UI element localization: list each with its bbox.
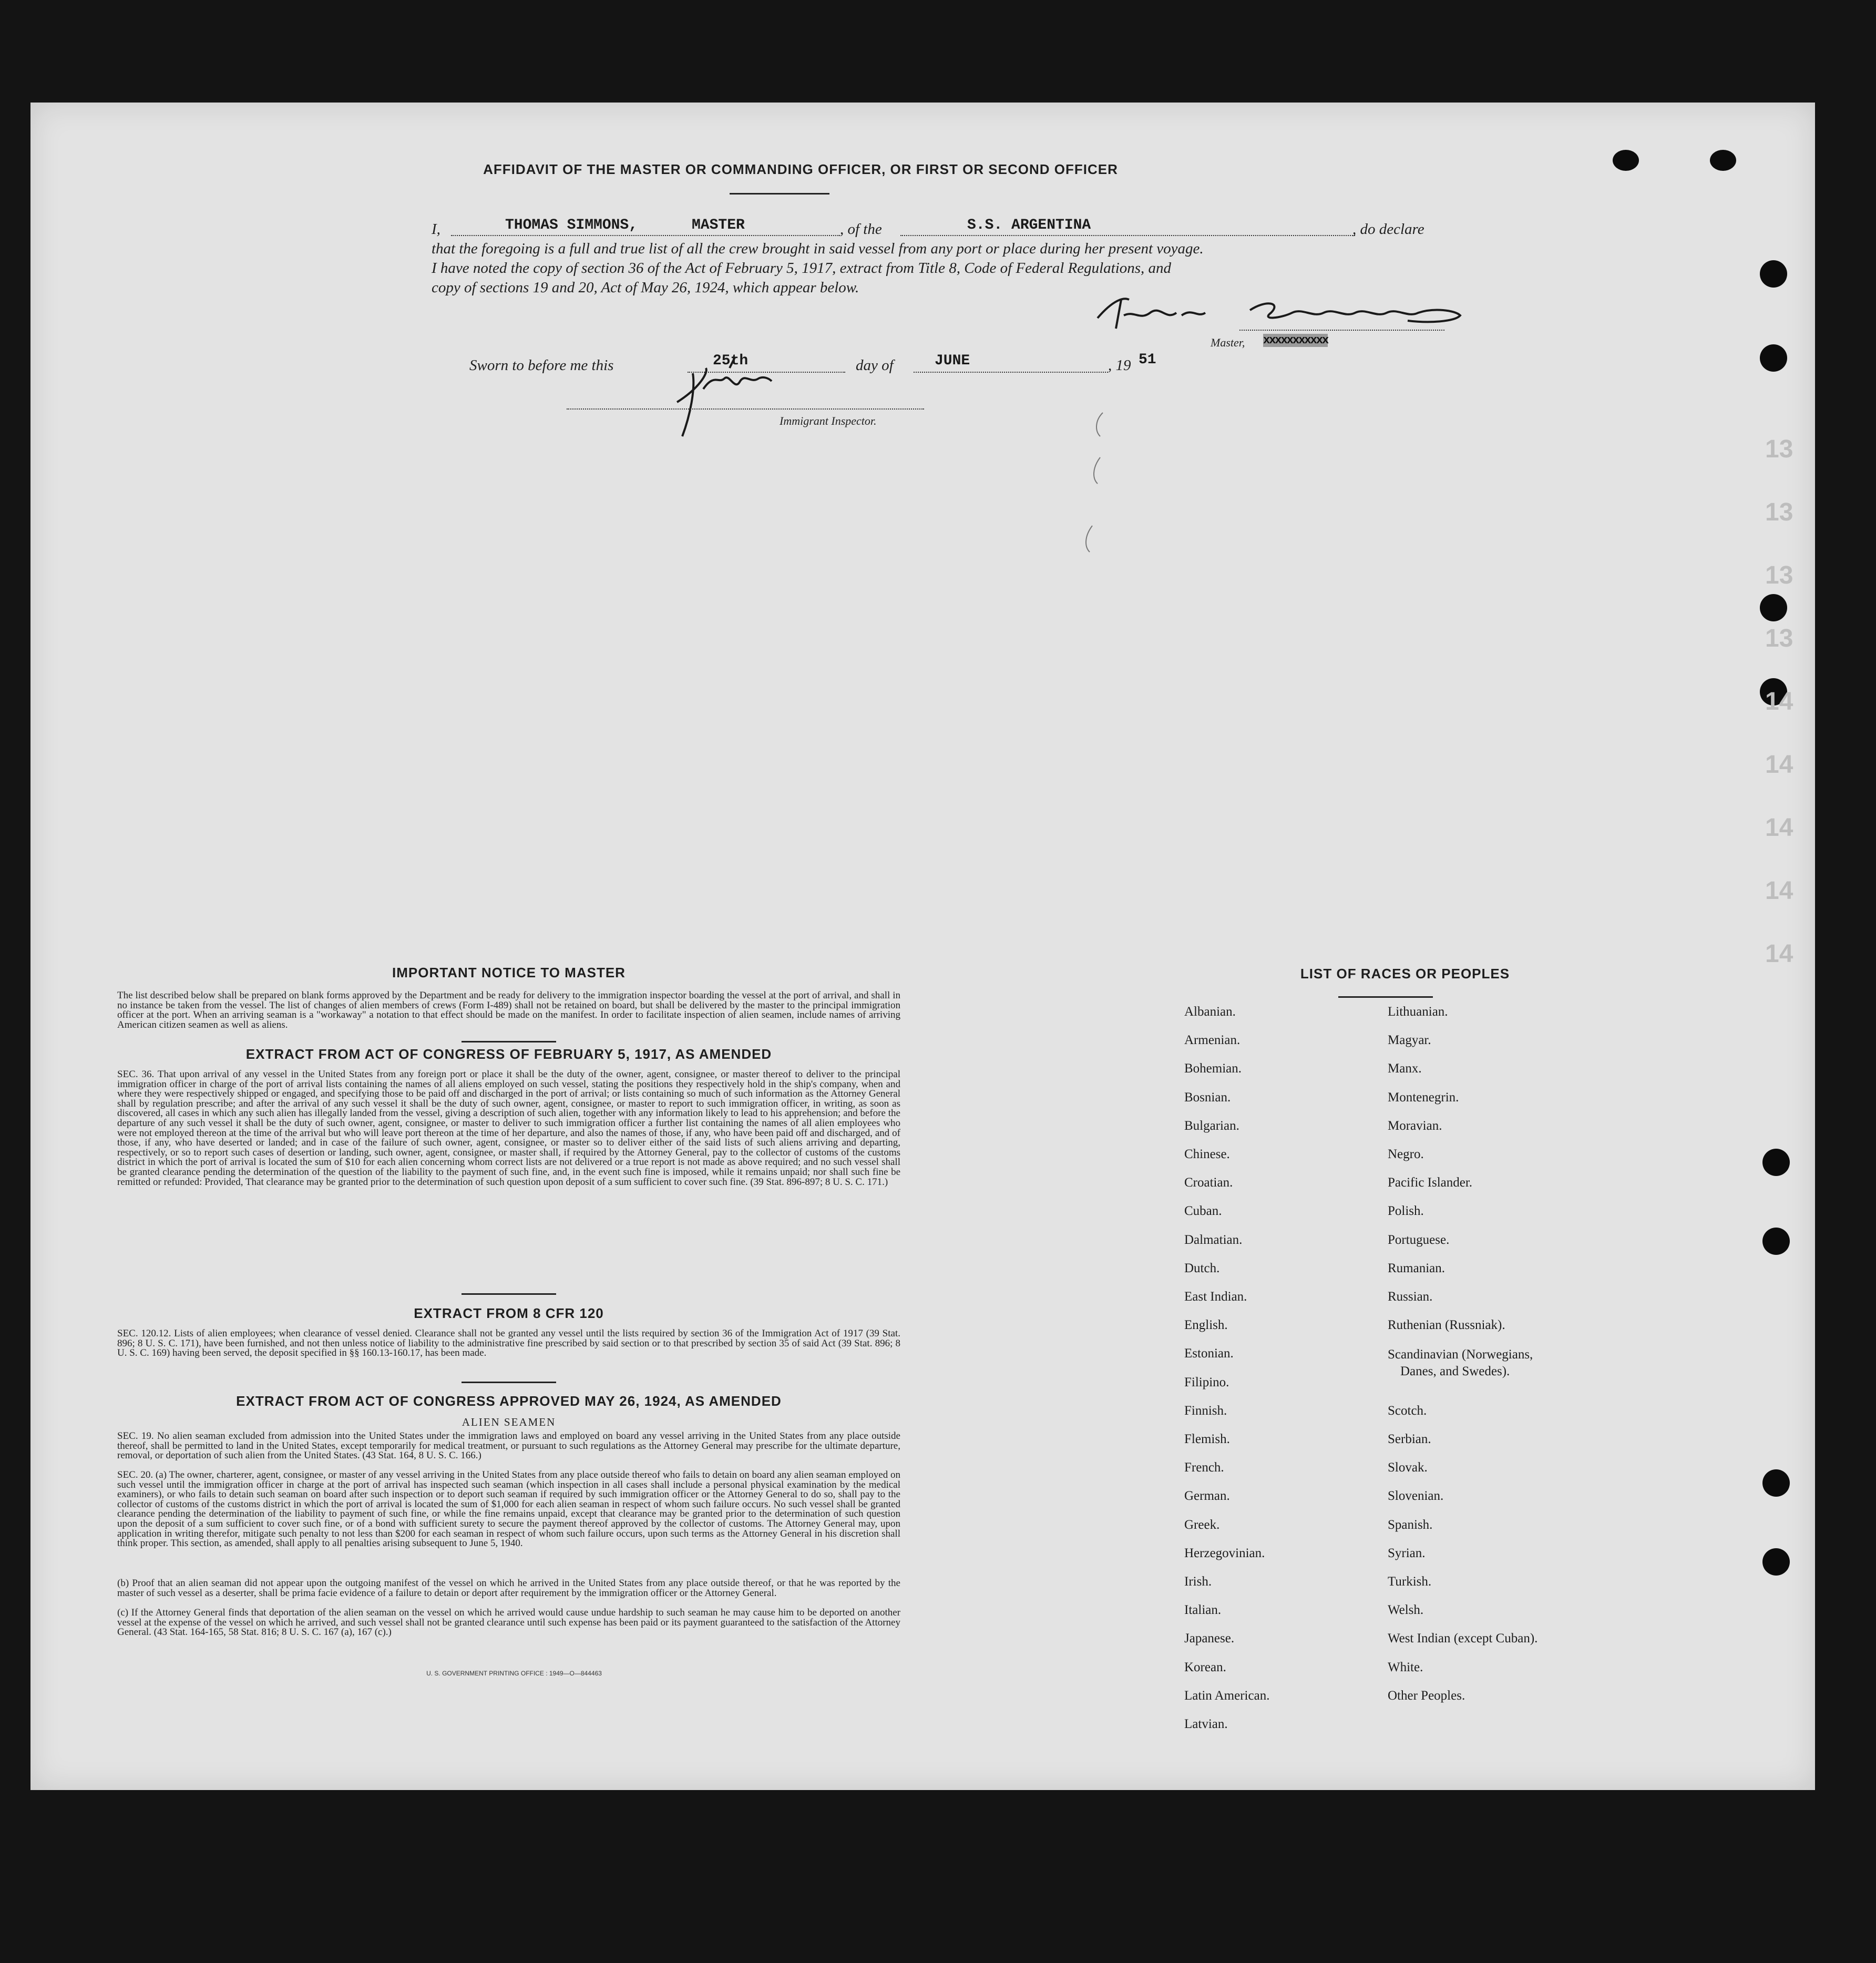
race-item: Croatian. xyxy=(1184,1175,1233,1190)
punch-hole xyxy=(1760,260,1787,288)
month-line xyxy=(914,372,1108,373)
day-of-label: day of xyxy=(856,357,894,374)
do-declare-label: , do declare xyxy=(1352,221,1424,238)
inspector-signature-line xyxy=(567,408,924,410)
alien-seamen-subtitle: ALIEN SEAMEN xyxy=(462,1416,556,1428)
race-item: Turkish. xyxy=(1388,1575,1432,1589)
race-item: West Indian (except Cuban). xyxy=(1388,1631,1538,1645)
sec-20b-text: (b) Proof that an alien seaman did not appear upon the outgoing manifest of the vessel on which he arrived in the United States from any place outside thereof, or that he was reported by the master of such vessel as a deserter, shall be prima facie evidence of a failure to detain or deport after requirement by the immigration officer or the Attorney General. xyxy=(117,1578,900,1599)
document-page xyxy=(30,103,1815,1790)
race-item: East Indian. xyxy=(1184,1290,1247,1304)
inspector-label: Immigrant Inspector. xyxy=(780,414,877,427)
race-item: Bulgarian. xyxy=(1184,1119,1239,1133)
notice-text: The list described below shall be prepared on blank forms approved by the Department and be ready for delivery to the immigration inspector boarding the vessel at the port of arrival, and shall in no instance be taken from the vessel. The list of changes of alien members of crews (Form I-489) shall not be retained on board, but shall be delivered by the master to the principal immigration officer at the port. When an arriving seaman is a "workaway" a notation to that effect should be made on the manifest. In order to facilitate inspection of alien seamen, include names of arriving American citizen seamen as well as aliens. xyxy=(117,990,900,1030)
race-item: Italian. xyxy=(1184,1603,1222,1617)
sworn-year: 51 xyxy=(1139,352,1156,368)
punch-hole xyxy=(1710,150,1736,171)
sworn-label: Sworn to before me this xyxy=(469,357,614,374)
race-item: Dutch. xyxy=(1184,1261,1220,1275)
extract-cfr-text: SEC. 120.12. Lists of alien employees; when clearance of vessel denied. Clearance shall not be granted any vessel until the lists required by section 36 of the Immigration Act of 1917 (39 Stat. 896; 8 U. S. C. 171), have been furnished, and not then unless notice of liability to the administrative fine prescribed by said section or to that prescribed by section 35 of said Act (39 Stat. 896; 8 U. S. C. 169) having been served, the deposit specified in §§ 160.13-160.17, has been made. xyxy=(117,1328,900,1359)
race-item: Latvian. xyxy=(1184,1717,1228,1731)
race-item: Dalmatian. xyxy=(1184,1233,1243,1247)
race-item: Filipino. xyxy=(1184,1375,1229,1389)
punch-hole xyxy=(1762,1228,1790,1255)
title-underline xyxy=(730,193,829,195)
sec-20a-text: SEC. 20. (a) The owner, charterer, agent, consignee, or master of any vessel arriving in the United States from any place outside thereof who fails to detain on board any alien seaman employed on such vessel until the immigration officer in charge at the port of arrival has inspected such seaman (which inspection in all cases shall include a personal physical examination by the medical examiners), or who fails to detain such seaman on board after such inspection or to deport such seaman if required by such immigration officer or the Attorney General to do so, shall pay to the collector of customs of the customs district in which the port of arrival is located the sum of $1,000 for each alien seaman in respect of whom such failure occurs. No such vessel shall be granted clearance pending the determination of the liability to payment of such fine, or while the fine remains unpaid, except that clearance may be granted prior to the determination of such question upon the deposit of a sum sufficient to cover such fine, or of a bond with sufficient surety to secure the payment thereof approved by the collector of customs. The Attorney General may, upon application in writing therefor, mitigate such penalty to not less than $200 for each seaman in respect of whom such failure occurs, upon such terms as the Attorney General in his discretion shall think proper. This section, as amended, shall apply to all penalties arising subsequent to June 5, 1940. xyxy=(117,1469,900,1549)
race-item: Greek. xyxy=(1184,1518,1220,1532)
vessel-name: S.S. ARGENTINA xyxy=(967,217,1091,233)
race-item: Albanian. xyxy=(1184,1005,1236,1019)
master-title-label: Master, xyxy=(1211,336,1245,349)
race-item: Portuguese. xyxy=(1388,1233,1450,1247)
struck-out-text: xxxxxxxxxxx xyxy=(1263,334,1328,347)
notice-title: IMPORTANT NOTICE TO MASTER xyxy=(392,965,626,980)
affidavit-i: I, xyxy=(432,221,440,238)
extract-1917-rule xyxy=(462,1293,556,1295)
extract-1917-title: EXTRACT FROM ACT OF CONGRESS OF FEBRUARY 5, 1917, AS AMENDED xyxy=(245,1046,772,1062)
race-item: Korean. xyxy=(1184,1660,1226,1674)
master-name: THOMAS SIMMONS, xyxy=(505,217,638,233)
sworn-month: JUNE xyxy=(935,353,970,369)
sec-20c-text: (c) If the Attorney General finds that deportation of the alien seaman on the vessel on which he arrived would cause undue hardship to such seaman he may cause him to be deported on another vessel at the expense of the vessel on which he arrived, and such vessel shall not be granted clearance until such expense has been paid or its payment guaranteed to the satisfaction of the Attorney General. (43 Stat. 164-165, 58 Stat. 816; 8 U. S. C. 167 (a), 167 (c).) xyxy=(117,1607,900,1638)
sworn-day: 25th xyxy=(713,353,749,369)
race-item: Serbian. xyxy=(1388,1432,1431,1446)
punch-hole xyxy=(1760,344,1787,372)
race-item: Rumanian. xyxy=(1388,1261,1446,1275)
affidavit-line-4: copy of sections 19 and 20, Act of May 26, 1924, which appear below. xyxy=(432,279,859,296)
affidavit-line-2: that the foregoing is a full and true list of all the crew brought in said vessel from any port or place during her present voyage. xyxy=(432,240,1204,257)
punch-hole xyxy=(1762,1469,1790,1497)
punch-hole xyxy=(1762,1548,1790,1576)
race-item: Polish. xyxy=(1388,1204,1424,1218)
race-item: Estonian. xyxy=(1184,1346,1234,1361)
race-item: Danes, and Swedes). xyxy=(1400,1364,1510,1378)
races-title: LIST OF RACES OR PEOPLES xyxy=(1300,966,1510,982)
race-item: Japanese. xyxy=(1184,1631,1235,1645)
race-item: Magyar. xyxy=(1388,1033,1431,1047)
race-item: Negro. xyxy=(1388,1147,1424,1161)
race-item: Lithuanian. xyxy=(1388,1005,1448,1019)
master-rank: MASTER xyxy=(692,217,745,233)
punch-hole xyxy=(1613,150,1639,171)
race-item: Syrian. xyxy=(1388,1546,1426,1560)
race-item: Ruthenian (Russniak). xyxy=(1388,1318,1505,1332)
race-item: Flemish. xyxy=(1184,1432,1230,1446)
vessel-line xyxy=(900,235,1355,236)
notice-rule xyxy=(462,1041,556,1042)
race-item: Manx. xyxy=(1388,1061,1422,1076)
race-item: Montenegrin. xyxy=(1388,1090,1459,1105)
extract-1917-text: SEC. 36. That upon arrival of any vessel in the United States from any foreign port or place it shall be the duty of the owner, agent, consignee, or master thereof to deliver to the principal immigration officer in charge of the port of arrival lists containing the names of all aliens employed on such vessel, stating the positions they respectively hold in the ship's company, when and where they were respectively shipped or engaged, and specifying those to be paid off and discharged in the port of arrival; or lists containing so much of such information as the Attorney General shall by regulation prescribe; and after the arrival of any such vessel it shall be the duty of such owner, agent, consignee, or master to report to such immigration officer, in writing, as soon as discovered, all cases in which any such alien has illegally landed from the vessel, giving a description of such alien, together with any information likely to lead to his apprehension; and before the departure of any such vessel it shall be the duty of such owner, agent, consignee, or master to deliver to such immigration officer a further list containing the names of all alien employees who were not employed thereon at the time of the arrival but who will leave port thereon at the time of her departure, and also the names of those, if any, who have been paid off and discharged, and of those, if any, who have deserted or landed; and in case of the failure of such owner, agent, consignee, or master so to deliver either of the said lists of such aliens arriving and departing, respectively, or so to report such cases of desertion or landing, such owner, agent, consignee, or master shall, if required by the Attorney General, pay to the collector of customs of the customs district in which the port of arrival is located the sum of $10 for each alien concerning whom correct lists are not delivered or a true report is not made as above required; and no such vessel shall be granted clearance pending the determination of the question of the liability to the payment of such fine, and, in the event such fine is imposed, while it remains unpaid; nor shall such fine be remitted or refunded: Provided, That clearance may be granted prior to the determination of such question upon deposit of a sum sufficient to cover such fine. (39 Stat. 896-897; 8 U. S. C. 171.) xyxy=(117,1069,900,1188)
affidavit-title: AFFIDAVIT OF THE MASTER OR COMMANDING OFFICER, OR FIRST OR SECOND OFFICER xyxy=(483,161,1118,177)
inspector-signature xyxy=(667,352,782,442)
affidavit-line-3: I have noted the copy of section 36 of the Act of February 5, 1917, extract from Title 8, Code of Federal Regulations, and xyxy=(432,260,1172,277)
race-item: Cuban. xyxy=(1184,1204,1222,1218)
race-item: Chinese. xyxy=(1184,1147,1230,1161)
race-item: Slovak. xyxy=(1388,1460,1428,1475)
race-item: Other Peoples. xyxy=(1388,1689,1465,1703)
faint-bracket-marks xyxy=(1082,407,1124,565)
extract-1924-title: EXTRACT FROM ACT OF CONGRESS APPROVED MAY 26, 1924, AS AMENDED xyxy=(236,1393,782,1409)
race-item: German. xyxy=(1184,1489,1230,1503)
race-item: White. xyxy=(1388,1660,1423,1674)
race-item: Russian. xyxy=(1388,1290,1433,1304)
bleed-through-marks: 13 13 13 13 14 14 14 14 14 xyxy=(1765,435,1793,968)
name-line xyxy=(451,235,840,236)
race-item: Scandinavian (Norwegians, xyxy=(1388,1347,1533,1362)
race-item: French. xyxy=(1184,1460,1224,1475)
race-item: Pacific Islander. xyxy=(1388,1175,1473,1190)
races-title-underline xyxy=(1338,996,1433,998)
race-item: Bohemian. xyxy=(1184,1061,1242,1076)
race-item: Herzegovinian. xyxy=(1184,1546,1265,1560)
race-item: Slovenian. xyxy=(1388,1489,1444,1503)
race-item: Armenian. xyxy=(1184,1033,1241,1047)
race-item: Bosnian. xyxy=(1184,1090,1231,1105)
year-prefix: , 19 xyxy=(1108,357,1131,374)
of-the-label: , of the xyxy=(840,221,882,238)
race-item: Latin American. xyxy=(1184,1689,1270,1703)
race-item: Irish. xyxy=(1184,1575,1212,1589)
master-signature-line xyxy=(1239,330,1444,331)
race-item: English. xyxy=(1184,1318,1228,1332)
extract-cfr-rule xyxy=(462,1382,556,1383)
sec-19-text: SEC. 19. No alien seaman excluded from admission into the United States under the immigration laws and employed on board any vessel arriving in the United States from any place outside thereof, shall be permitted to land in the United States, except temporarily for medical treatment, or pursuant to such regulations as the Attorney General may prescribe for the ultimate departure, removal, or deportation of such alien from the United States. (43 Stat. 164, 8 U. S. C. 166.) xyxy=(117,1430,900,1461)
punch-hole xyxy=(1762,1149,1790,1176)
printer-imprint: U. S. GOVERNMENT PRINTING OFFICE : 1949—O—844463 xyxy=(426,1670,602,1677)
extract-cfr-title: EXTRACT FROM 8 CFR 120 xyxy=(414,1305,604,1321)
race-item: Finnish. xyxy=(1184,1404,1227,1418)
race-item: Scotch. xyxy=(1388,1404,1427,1418)
race-item: Welsh. xyxy=(1388,1603,1424,1617)
race-item: Spanish. xyxy=(1388,1518,1433,1532)
race-item: Moravian. xyxy=(1388,1119,1442,1133)
